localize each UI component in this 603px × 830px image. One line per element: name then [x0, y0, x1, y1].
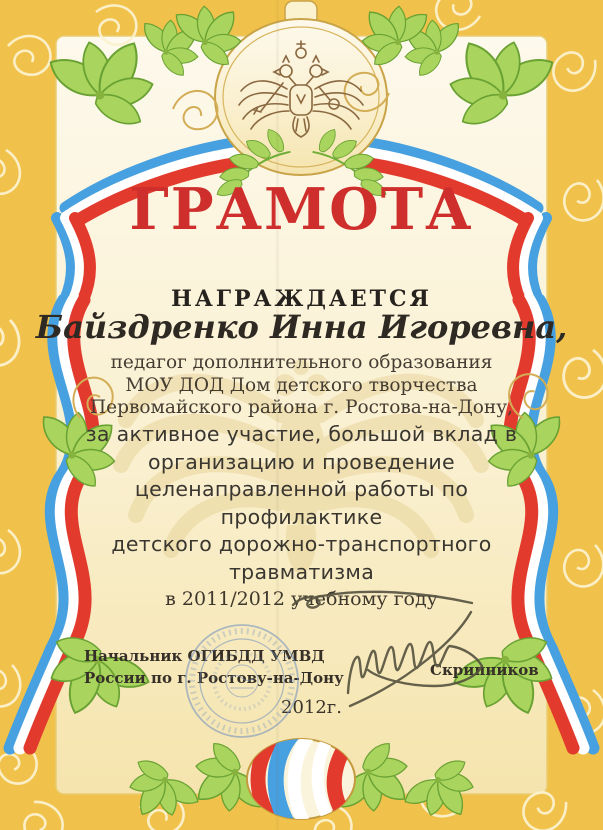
- signer-title-line: России по г. Ростову-на-Дону: [84, 668, 344, 687]
- awarded-label: НАГРАЖДАЕТСЯ: [171, 286, 432, 312]
- school-year-period: в 2011/2012 учебному году: [165, 588, 438, 610]
- signer-name: Скрипников: [430, 661, 539, 679]
- description-line: Первомайского района г. Ростова-на-Дону,: [90, 397, 513, 418]
- description-line: педагог дополнительного образования: [110, 352, 493, 373]
- reason-line: организацию и проведение: [148, 449, 455, 474]
- reason-line: целенаправленной работы по: [134, 477, 469, 501]
- reason-line: детского дорожно-транспортного: [111, 532, 492, 556]
- reason-line: профилактике: [220, 504, 383, 529]
- certificate-title: ГРАМОТА: [129, 176, 474, 243]
- reason-line: за активное участие, большой вклад в: [85, 422, 518, 446]
- signer-title-line: Начальник ОГИБДД УМВД: [84, 647, 325, 665]
- description-line: МОУ ДОД Дом детского творчества: [125, 374, 478, 396]
- signature-year: 2012г.: [281, 697, 342, 718]
- reason-line: травматизма: [228, 559, 375, 584]
- recipient-name: Байздренко Инна Игоревна,: [35, 308, 568, 346]
- handwritten-signature-icon: [282, 588, 487, 718]
